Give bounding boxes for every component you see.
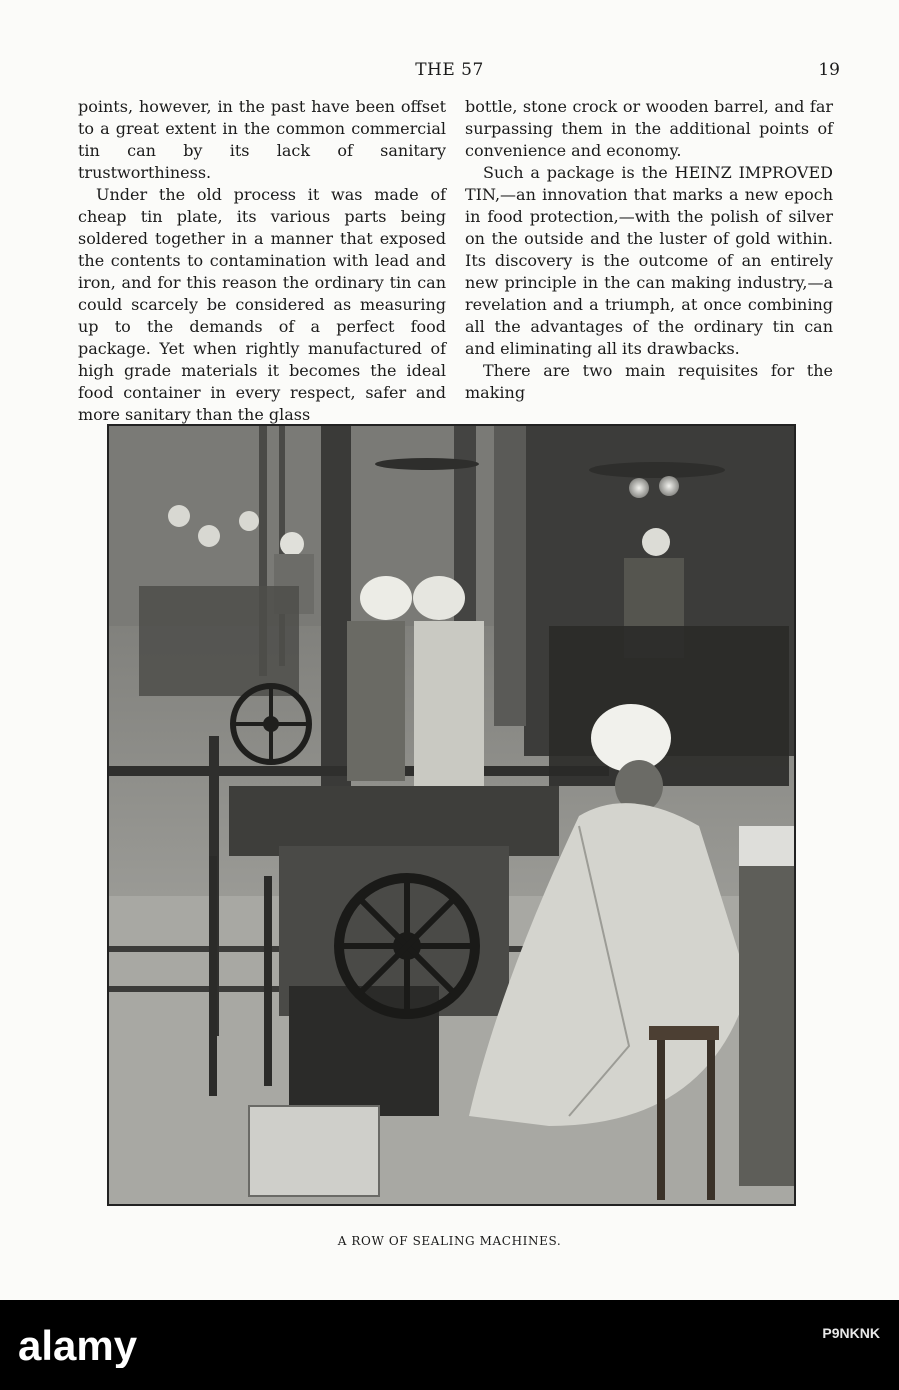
left-paragraph-1: points, however, in the past have been offset to a great extent in the common commercial tin can by its lack of sanitary trustworthiness. — [78, 97, 446, 182]
right-paragraph-2: Such a package is the HEINZ IMPROVED TIN,—an innovation that marks a new epoch in food protection,—with the polish of silver on the outside and the luster of gold within. Its discovery is the outcome of an entirely new principle in the can making industry,—a revelation and a triumph, at once combining all the advantages of the ordinary tin can and eliminating all its drawbacks. — [465, 163, 833, 358]
image-id-label: P9NKNK — [822, 1325, 880, 1341]
alamy-logo — [18, 1322, 208, 1368]
page-number: 19 — [818, 60, 840, 80]
svg-text:alamy: alamy — [18, 1322, 138, 1368]
left-paragraph-2: Under the old process it was made of cheap tin plate, its various parts being soldered together in a manner that exposed the contents to contamination with lead and iron, and for this reason the ordinary tin can could scarcely be considered as measuring up to the demands of a perfect food package. Yet when rightly manufactured of high grade materials it becomes the ideal food container in every respect, safer and more sanitary than the glass — [78, 185, 446, 424]
left-column — [78, 96, 446, 426]
right-paragraph-1: bottle, stone crock or wooden barrel, and far surpassing them in the additional points of convenience and economy. — [465, 97, 833, 160]
factory-photograph — [107, 424, 796, 1206]
sealing-machines-photo-illustration — [109, 426, 796, 1206]
right-paragraph-3: There are two main requisites for the making — [465, 361, 833, 402]
running-title: THE 57 — [415, 60, 484, 80]
figure-caption: A ROW OF SEALING MACHINES. — [337, 1234, 562, 1248]
right-column — [465, 96, 833, 404]
